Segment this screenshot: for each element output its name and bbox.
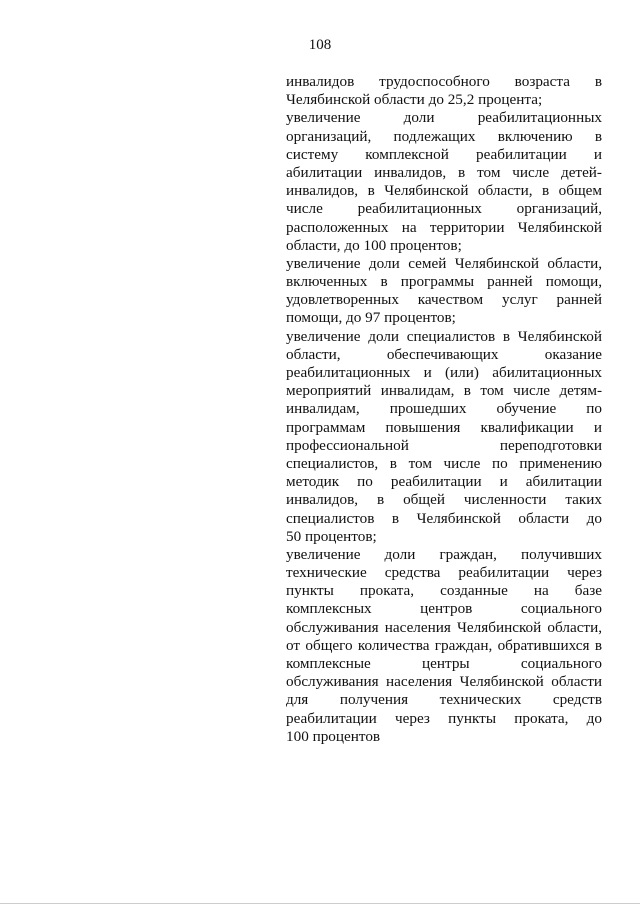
text-line: Челябинской области до 25,2 процента; xyxy=(286,91,543,109)
paragraph-rental-points xyxy=(286,546,602,746)
text-line: инвалидов, в Челябинской области, в общем xyxy=(286,182,602,200)
text-line: удовлетворенных качеством услуг ранней xyxy=(286,291,602,309)
paragraph-disabled-employment xyxy=(286,73,602,109)
text-line: организаций, подлежащих включению в xyxy=(286,127,602,145)
text-line: комплексных центров социального xyxy=(286,600,602,618)
text-line: включенных в программы ранней помощи, xyxy=(286,273,602,291)
text-line: области, до 100 процентов; xyxy=(286,236,462,254)
text-line: увеличение доли специалистов в Челябинской xyxy=(286,327,602,345)
text-line: 50 процентов; xyxy=(286,527,377,545)
text-line: увеличение доли семей Челябинской области, xyxy=(286,254,602,272)
text-line: помощи, до 97 процентов; xyxy=(286,309,456,327)
text-line: специалистов, в том числе по применению xyxy=(286,454,602,472)
text-line: систему комплексной реабилитации и xyxy=(286,145,602,163)
paragraph-specialists-training xyxy=(286,328,602,546)
text-line: числе реабилитационных организаций, xyxy=(286,200,602,218)
page-bottom-rule xyxy=(0,903,640,904)
text-line: расположенных на территории Челябинской xyxy=(286,218,602,236)
text-line: 100 процентов xyxy=(286,727,381,745)
text-line: области, обеспечивающих оказание xyxy=(286,345,602,363)
text-line: от общего количества граждан, обратившихся в xyxy=(286,636,602,654)
text-line: для получения технических средств xyxy=(286,691,602,709)
text-line: методик по реабилитации и абилитации xyxy=(286,473,602,491)
page-number: 108 xyxy=(308,37,332,53)
text-line: технические средства реабилитации через xyxy=(286,564,602,582)
paragraph-rehabilitation-organizations xyxy=(286,109,602,255)
text-line: инвалидов, в общей численности таких xyxy=(286,491,602,509)
text-line: инвалидам, прошедших обучение по xyxy=(286,400,602,418)
document-body xyxy=(286,73,602,746)
text-line: мероприятий инвалидам, в том числе детям- xyxy=(286,382,602,400)
text-line: комплексные центры социального xyxy=(286,655,602,672)
text-line: обслуживания населения Челябинской области xyxy=(286,673,602,691)
text-line: увеличение доли граждан, получивших xyxy=(286,545,602,563)
text-line: инвалидов трудоспособного возраста в xyxy=(286,73,602,90)
text-line: пункты проката, созданные на базе xyxy=(286,582,602,600)
paragraph-early-help-families xyxy=(286,255,602,328)
text-line: реабилитации через пункты проката, до xyxy=(286,709,602,727)
text-line: абилитации инвалидов, в том числе детей- xyxy=(286,163,602,181)
text-line: обслуживания населения Челябинской области, xyxy=(286,618,602,636)
text-line: реабилитационных и (или) абилитационных xyxy=(286,364,602,381)
text-line: увеличение доли реабилитационных xyxy=(286,109,602,127)
text-line: специалистов в Челябинской области до xyxy=(286,509,602,527)
text-line: программам повышения квалификации и xyxy=(286,418,602,436)
text-line: профессиональной переподготовки xyxy=(286,436,602,454)
